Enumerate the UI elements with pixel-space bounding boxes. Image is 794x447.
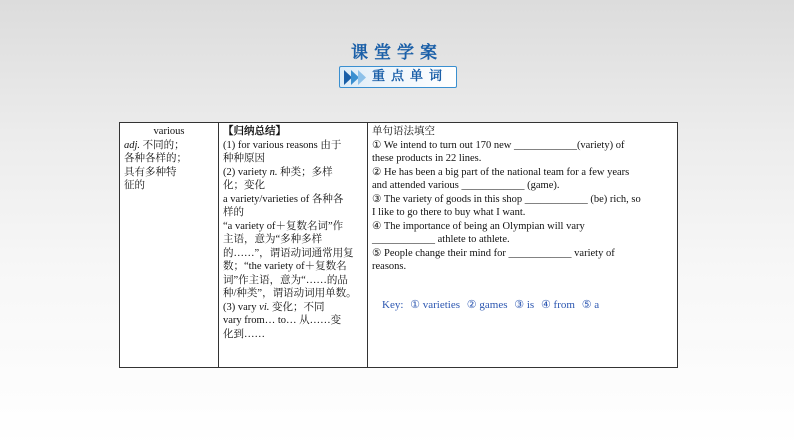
summary-line: 化；变化 [223,180,265,191]
summary-heading: 【归纳总结】 [223,126,286,137]
exercise-line: ② He has been a big part of the national team for a few years [372,166,630,178]
summary-line: 的……”，谓语动词通常用复 [223,247,354,259]
exercise-line: reasons. [372,261,407,272]
answer: ② games [466,298,508,311]
answer: ③ is [514,298,535,311]
summary-line: 种/种类”，谓语动词用单数。 [223,288,357,299]
summary-line: 数；“the variety of＋复数名 [223,261,347,272]
exercise-line: ① We intend to turn out 170 new ____________(variety) of [372,139,625,151]
summary-line [223,166,363,180]
exercise-line: ④ The importance of being an Olympian will vary [372,220,585,232]
exercise-line: ⑤ People change their mind for ____________ variety of [372,247,615,259]
section-title: 重点单词 [372,69,449,84]
summary-line: 化到…… [223,328,265,340]
meaning-line: 征的 [124,180,145,191]
summary-line: a variety/varieties of 各种各 [223,193,344,205]
exercise-line: these products in 22 lines. [372,153,482,164]
part-of-speech: n. [269,166,278,178]
summary-cell [219,123,368,368]
vocabulary-table [119,122,678,368]
double-arrow-icon [344,70,368,85]
summary-gloss: 变化；不同 [271,301,325,313]
meaning-line: 具有多种特 [124,166,177,178]
answer: ④ from [540,298,575,311]
summary-line: 样的 [223,207,244,218]
exercise-line: and attended various ____________ (game). [372,180,560,191]
summary-term: (2) variety [223,166,268,178]
summary-line: (1) for various reasons 由于 [223,139,342,151]
summary-line: 词”作主语，意为“……的品 [223,274,348,286]
summary-line: vary from… to… 从……变 [223,315,342,326]
exercise-line: I like to go there to buy what I want. [372,207,526,218]
meaning-line: 各种各样的； [124,153,187,164]
table-row [120,123,678,368]
exercise-heading: 单句语法填空 [372,126,435,137]
exercise-cell [368,123,678,368]
summary-line [223,301,363,315]
key-label: Key: [382,298,404,311]
exercise-line: ____________ athlete to athlete. [372,234,510,245]
part-of-speech: adj. [124,139,141,151]
summary-line: 种种原因 [223,153,265,164]
summary-term: (3) vary [223,301,257,313]
summary-gloss: 种类；多样 [280,166,333,178]
exercise-line: ③ The variety of goods in this shop ____________ (be) rich, so [372,193,641,205]
page-title: 课堂学案 [351,43,443,63]
answer: ⑤ a [581,298,600,311]
part-of-speech: vi. [259,301,270,313]
answer: ① varieties [410,298,461,311]
word-cell [120,123,219,368]
headword: various [153,126,185,137]
section-banner [339,66,457,88]
summary-line: 主语，意为“多种多样 [223,234,323,245]
word-meaning [124,139,214,153]
meaning-line: 不同的； [142,139,185,151]
summary-line: “a variety of＋复数名词”作 [223,220,344,232]
answer-key [372,299,673,313]
